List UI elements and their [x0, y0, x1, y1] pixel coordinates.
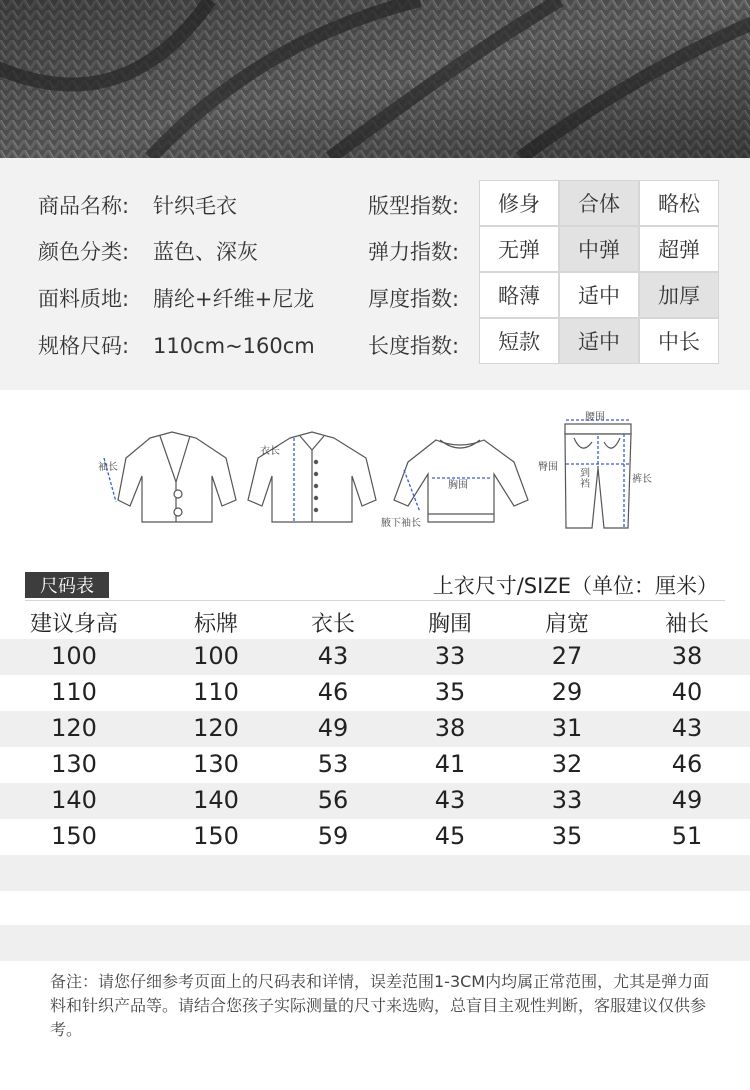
- fit-index-label: 版型指数:: [368, 194, 460, 218]
- table-cell: 130: [193, 750, 239, 778]
- size-table-header: [0, 603, 750, 639]
- index-option: 中长: [639, 318, 719, 364]
- measurement-illustrations: [0, 390, 750, 540]
- table-cell: 46: [671, 750, 703, 778]
- info-row-size: [38, 330, 315, 360]
- table-cell: 32: [551, 750, 583, 778]
- table-cell: 45: [434, 822, 466, 850]
- table-cell: 29: [551, 678, 583, 706]
- table-row: [0, 783, 750, 819]
- waist-label: 腰围: [585, 412, 605, 423]
- table-cell: 110: [193, 678, 239, 706]
- size-note: 备注：请您仔细参考页面上的尺码表和详情，误差范围1-3CM内均属正常范围，尤其是弹力面料和针织产品等。请结合您孩子实际测量的尺寸来选购，总盲目主观性判断，客服建议仅供参考。: [50, 972, 710, 1039]
- index-option: 略薄: [479, 272, 559, 318]
- table-cell: 46: [317, 678, 349, 706]
- header-label-size: 标牌: [193, 612, 238, 637]
- table-cell: 140: [193, 786, 239, 814]
- index-option-selected: 合体: [559, 180, 639, 226]
- knit-texture-graphic: [0, 0, 750, 158]
- table-cell: 56: [317, 786, 349, 814]
- table-row: [0, 747, 750, 783]
- table-cell: 38: [434, 714, 466, 742]
- table-row: [0, 639, 750, 675]
- table-cell: 35: [434, 678, 466, 706]
- info-value: 110cm~160cm: [153, 334, 315, 358]
- table-cell: 40: [671, 678, 703, 706]
- hip-label: 臀围: [538, 462, 558, 473]
- header-chest: 胸围: [427, 612, 472, 637]
- underarm-sleeve-label: 腋下袖长: [381, 518, 421, 529]
- size-chart-tag: 尺码表: [25, 572, 109, 598]
- empty-table-row: [0, 855, 750, 891]
- table-row: [0, 819, 750, 855]
- info-row-name: [38, 190, 237, 220]
- garment-length-label: 衣长: [260, 446, 280, 457]
- header-length: 衣长: [310, 612, 355, 637]
- table-cell: 130: [51, 750, 97, 778]
- index-option-selected: 加厚: [639, 272, 719, 318]
- info-row-fabric: [38, 283, 314, 313]
- table-cell: 150: [51, 822, 97, 850]
- table-cell: 140: [51, 786, 97, 814]
- table-cell: 59: [317, 822, 349, 850]
- product-info-section: [0, 158, 750, 390]
- table-cell: 150: [193, 822, 239, 850]
- table-row: [0, 675, 750, 711]
- header-shoulder: 肩宽: [544, 612, 589, 637]
- table-cell: 120: [193, 714, 239, 742]
- thickness-index-label: 厚度指数:: [368, 287, 460, 311]
- table-cell: 31: [551, 714, 583, 742]
- info-key: 颜色分类:: [38, 240, 130, 264]
- table-cell: 120: [51, 714, 97, 742]
- index-option: 短款: [479, 318, 559, 364]
- chest-label: 胸围: [448, 480, 468, 491]
- empty-table-row: [0, 925, 750, 961]
- index-option: 略松: [639, 180, 719, 226]
- pant-length-label: 裤长: [632, 474, 652, 485]
- table-cell: 49: [317, 714, 349, 742]
- table-row: [0, 711, 750, 747]
- index-option: 适中: [559, 272, 639, 318]
- size-chart-title: 上衣尺寸/SIZE（单位：厘米）: [432, 574, 718, 598]
- index-option: 超弹: [639, 226, 719, 272]
- table-cell: 38: [671, 642, 703, 670]
- table-cell: 110: [51, 678, 97, 706]
- info-key: 商品名称:: [38, 194, 130, 218]
- table-cell: 49: [671, 786, 703, 814]
- length-index-label: 长度指数:: [368, 334, 460, 358]
- table-cell: 43: [671, 714, 703, 742]
- table-cell: 43: [317, 642, 349, 670]
- table-cell: 27: [551, 642, 583, 670]
- info-key: 规格尺码:: [38, 334, 130, 358]
- divider: [25, 600, 725, 601]
- info-key: 面料质地:: [38, 287, 130, 311]
- info-value: 针织毛衣: [153, 194, 237, 218]
- info-value: 蓝色、深灰: [153, 240, 258, 264]
- info-value: 腈纶+纤维+尼龙: [153, 287, 315, 311]
- crotch-label: 到裆: [580, 468, 590, 490]
- index-option-selected: 中弹: [559, 226, 639, 272]
- table-cell: 43: [434, 786, 466, 814]
- table-cell: 41: [434, 750, 466, 778]
- info-row-color: [38, 236, 258, 266]
- header-height: 建议身高: [29, 612, 118, 637]
- knit-fabric-photo: [0, 0, 750, 158]
- table-cell: 100: [51, 642, 97, 670]
- index-option: 无弹: [479, 226, 559, 272]
- table-cell: 33: [434, 642, 466, 670]
- sleeve-length-label: 袖长: [98, 462, 118, 473]
- stretch-index-label: 弹力指数:: [368, 240, 460, 264]
- header-sleeve: 袖长: [664, 612, 709, 637]
- table-cell: 100: [193, 642, 239, 670]
- table-cell: 53: [317, 750, 349, 778]
- table-cell: 35: [551, 822, 583, 850]
- table-cell: 33: [551, 786, 583, 814]
- table-cell: 51: [671, 822, 703, 850]
- index-option: 修身: [479, 180, 559, 226]
- index-option-selected: 适中: [559, 318, 639, 364]
